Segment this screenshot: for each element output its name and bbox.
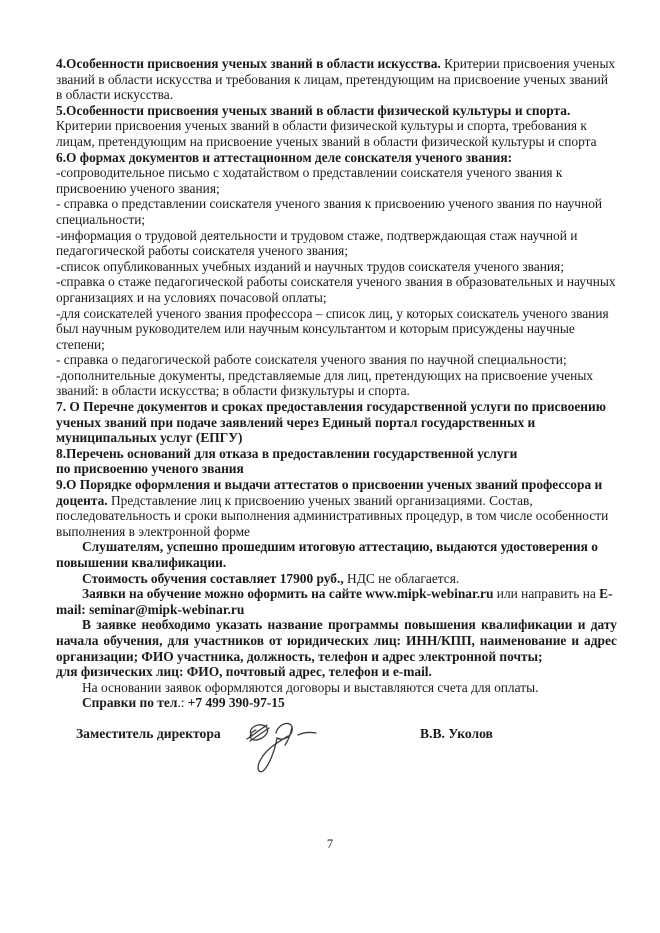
text-run: -список опубликованных учебных изданий и научных трудов соискателя ученого звания; xyxy=(56,258,564,274)
text-run: 4.Особенности присвоения ученых званий в области искусства. xyxy=(56,56,445,71)
paragraph xyxy=(56,446,617,477)
text-run: .: xyxy=(177,695,188,711)
paragraph xyxy=(56,306,617,353)
signatory-name: В.В. Уколов xyxy=(420,726,493,741)
text-run: -для соискателей ученого звания профессора – список лиц, у которых соискатель ученого звания был научным руководителем или научным консультантом и которым присуждены научные степени; xyxy=(56,305,609,352)
signatory-position: Заместитель директора xyxy=(76,726,221,741)
text-run: E-mail: seminar@mipk-webinar.ru xyxy=(56,586,613,617)
text-run: Заявки на обучение можно оформить на сайте www.mipk-webinar.ru xyxy=(82,586,494,602)
signature-block xyxy=(56,724,617,794)
text-run: Слушателям, успешно прошедшим итоговую аттестацию, выдаются удостоверения о повышении квалификации. xyxy=(56,539,598,570)
paragraph xyxy=(56,368,617,399)
text-run: -дополнительные документы, представляемые для лиц, претендующих на присвоение ученых званий: в области искусства; в области физкультуры и спорта. xyxy=(56,367,594,399)
text-run: +7 499 390-97-15 xyxy=(187,695,285,711)
paragraph xyxy=(56,103,617,150)
text-run: В заявке необходимо указать название программы повышения квалификации и дату начала обучения, для участников от юридических лиц: ИНН/КПП, наименование и адрес организации; ФИО участника, должность, телефон и адрес электронной почты; xyxy=(56,617,617,664)
paragraph xyxy=(56,539,617,570)
text-run: 7. О Перечне документов и сроках предоставления государственной услуги по присвоению ученых званий при подаче заявлений через Единый портал государственных и муниципальных услуг (ЕПГУ) xyxy=(56,399,606,446)
paragraph xyxy=(56,150,617,166)
text-run: 9.О Порядке оформления и выдачи аттестатов о присвоении ученых званий профессора и доцента. xyxy=(56,477,603,508)
text-run: 6.О формах документов и аттестационном деле соискателя ученого звания: xyxy=(56,149,513,165)
text-run: Критерии присвоения ученых званий в области искусства и требования к лицам, претендующим на присвоение ученых званий в области искусства. xyxy=(56,56,616,103)
signature-image xyxy=(238,714,334,780)
paragraph xyxy=(56,695,617,711)
paragraph xyxy=(56,617,617,679)
paragraph xyxy=(56,228,617,259)
paragraph xyxy=(56,680,617,696)
text-run: -справка о стаже педагогической работы соискателя ученого звания в образовательных и научных организациях и на условиях почасовой оплаты; xyxy=(56,274,616,305)
text-run: - справка о педагогической работе соискателя ученого звания по научной специальности; xyxy=(56,352,567,368)
paragraph xyxy=(56,196,617,227)
document-body xyxy=(56,56,617,711)
text-run: На основании заявок оформляются договоры и выставляются счета для оплаты. xyxy=(82,679,539,695)
paragraph xyxy=(56,259,617,275)
page-number: 7 xyxy=(326,837,334,851)
paragraph xyxy=(56,274,617,305)
paragraph xyxy=(56,571,617,587)
text-run: Справки по тел xyxy=(82,695,178,711)
paragraph xyxy=(56,165,617,196)
text-run: 5.Особенности присвоения ученых званий в области физической культуры и спорта. xyxy=(56,102,571,118)
text-run: для физических лиц: ФИО, почтовый адрес, телефон и e-mail. xyxy=(56,664,432,680)
text-run: по присвоению ученого звания xyxy=(56,461,244,477)
text-run: 8.Перечень оснований для отказа в предоставлении государственной услуги xyxy=(56,445,518,461)
paragraph xyxy=(56,586,617,617)
text-run: - справка о представлении соискателя ученого звания к присвоению ученого звания по научной специальности; xyxy=(56,196,603,227)
text-run: -информация о трудовой деятельности и трудовом стаже, подтверждающая стаж научной и педагогической работы соискателя ученого звания; xyxy=(56,227,578,259)
text-run: -сопроводительное письмо с ходатайством о представлении соискателя ученого звания к присвоению ученого звания; xyxy=(56,165,563,196)
text-run: Стоимость обучения составляет 17900 руб., xyxy=(82,570,344,586)
text-run: НДС не облагается. xyxy=(343,570,460,586)
paragraph xyxy=(56,56,617,103)
paragraph xyxy=(56,352,617,368)
text-run: Представление лиц к присвоению ученых званий организациями. Состав, последовательность и сроки выполнения административных процедур, в том числе особенности выполнения в электронной форме xyxy=(56,492,609,539)
paragraph xyxy=(56,399,617,446)
text-run: Критерии присвоения ученых званий в области физической культуры и спорта, требования к лицам, претендующим на присвоение ученых званий в области физической культуры и спорта xyxy=(56,118,597,149)
paragraph xyxy=(56,477,617,539)
text-run: или направить на xyxy=(493,586,600,602)
